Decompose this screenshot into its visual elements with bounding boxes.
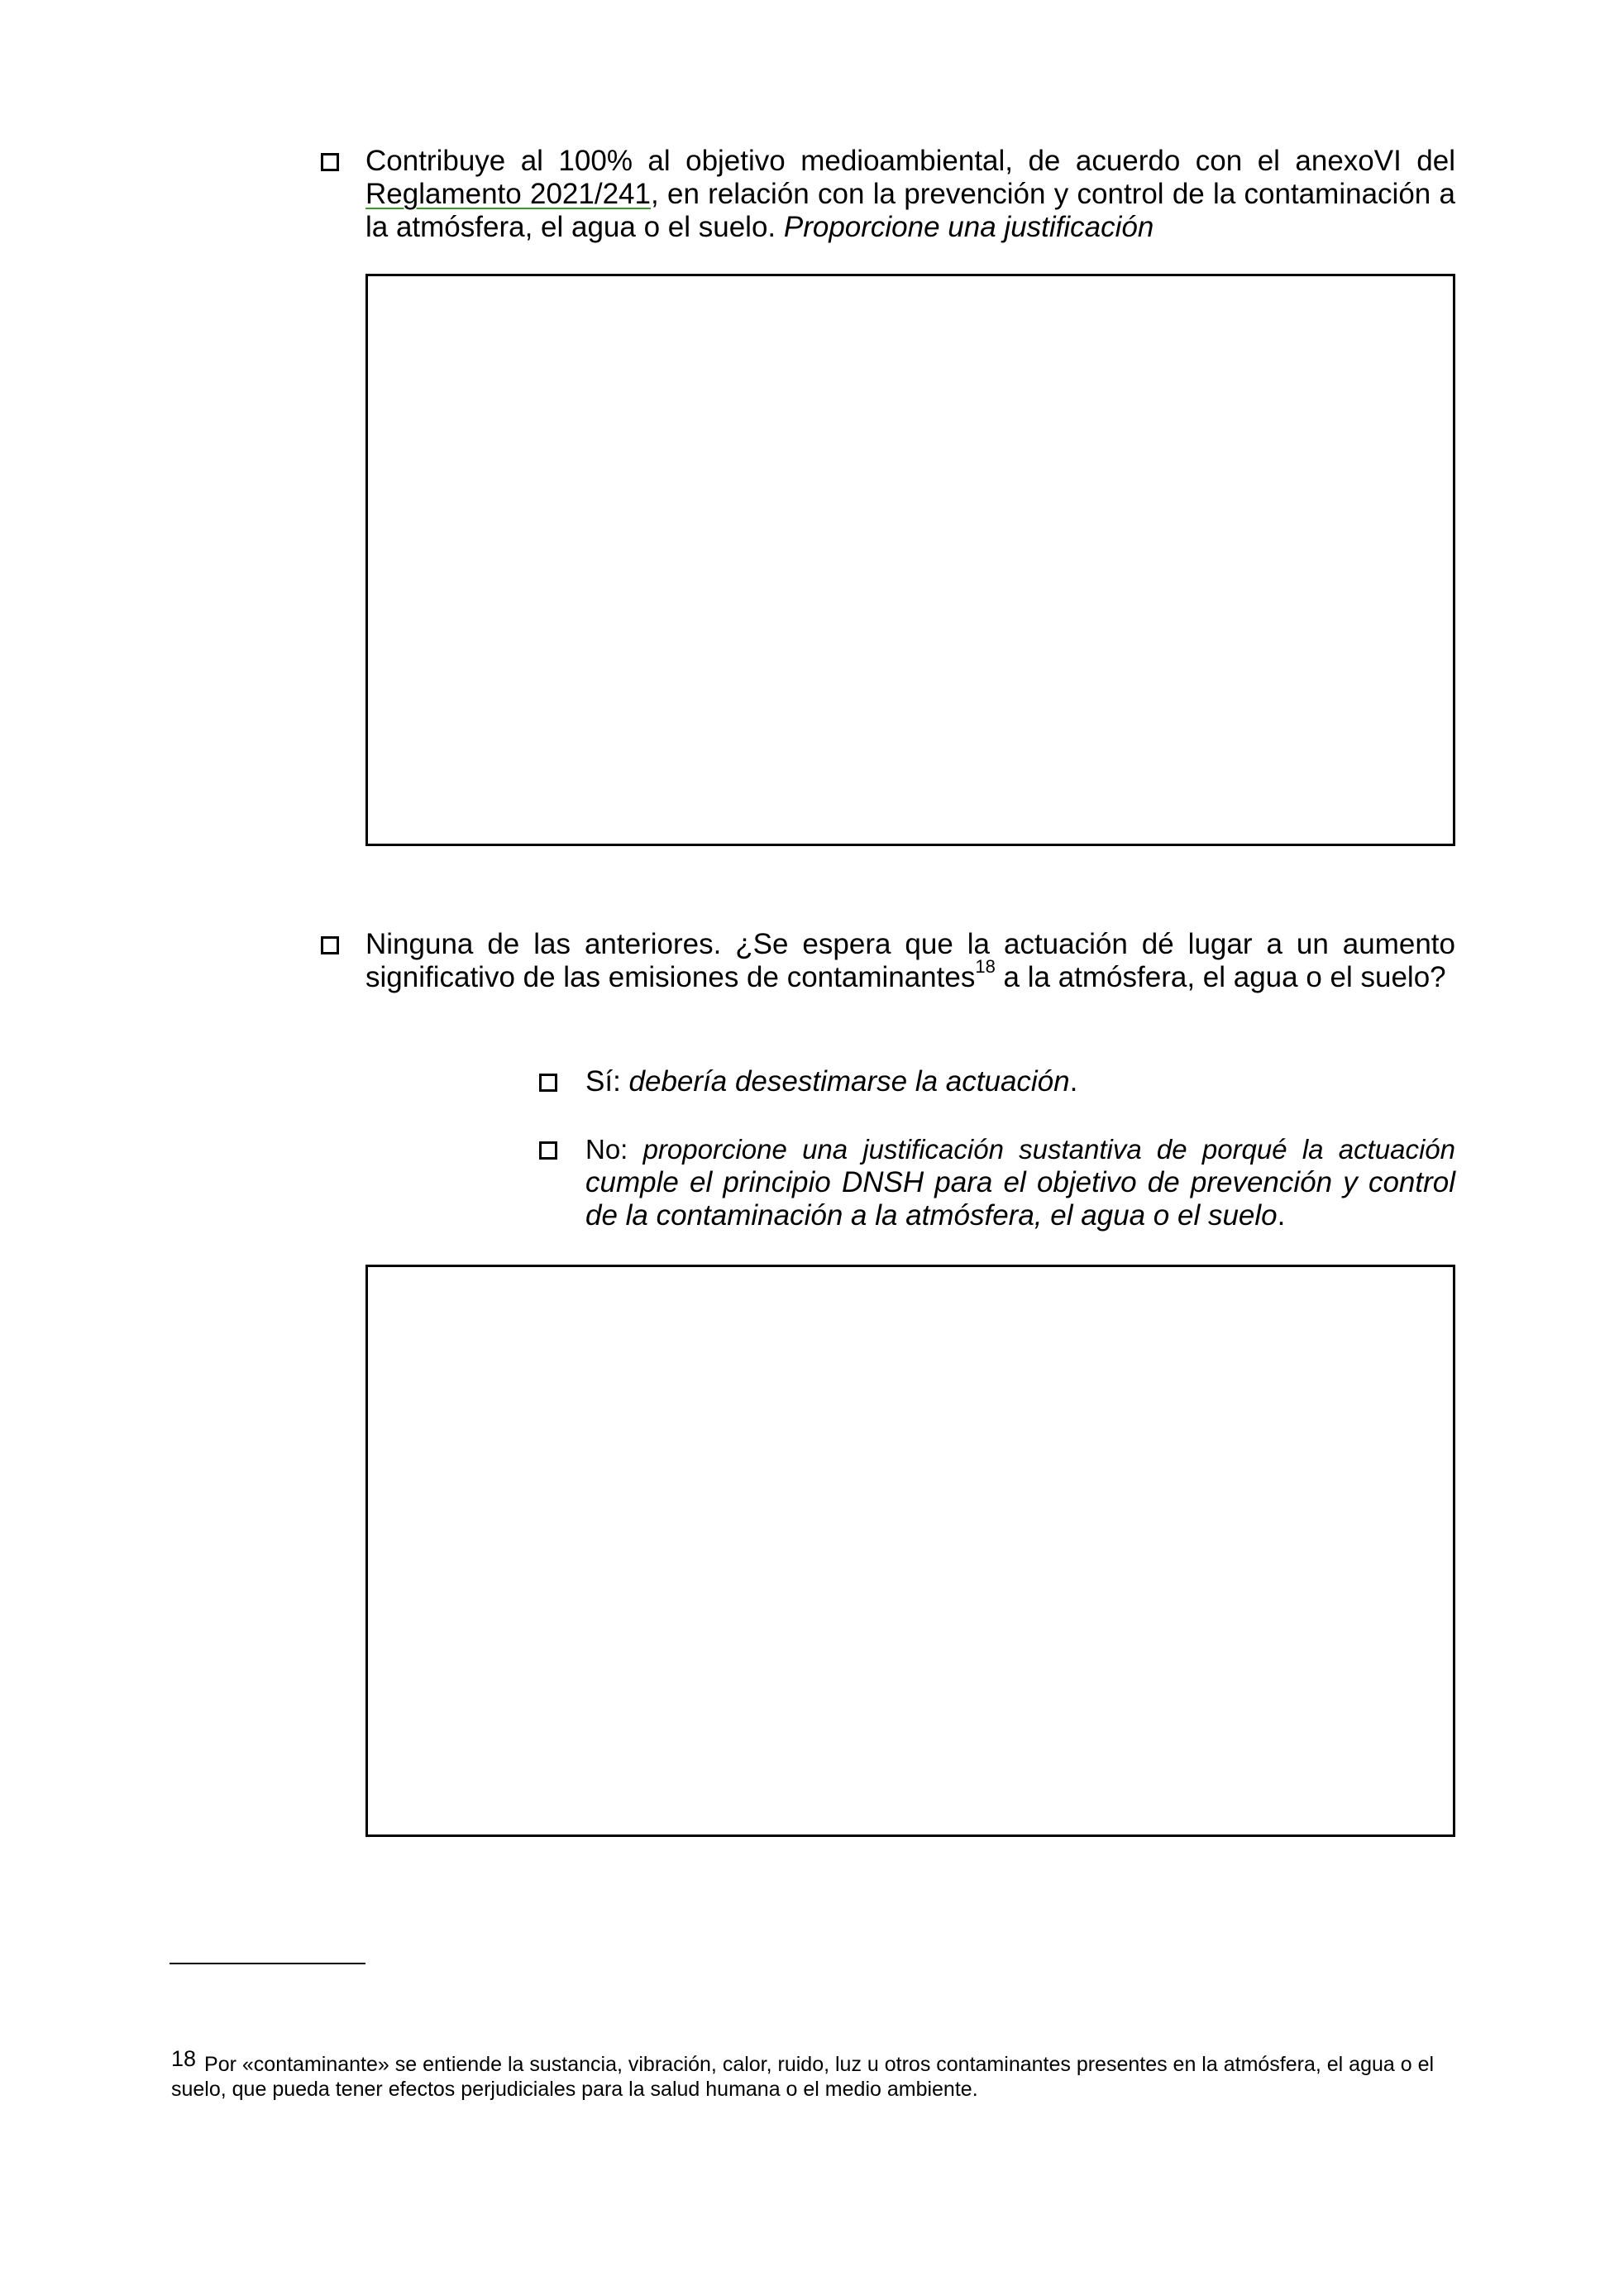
suboption-no-italic-first-line: proporcione una justificación sustantiva de porqué la actuación xyxy=(642,1134,1455,1165)
option-none-text-main: Ninguna de las anteriores. ¿Se espera que la actuación dé lugar a un aumento significativo de las emisiones de contaminantes xyxy=(365,928,1455,993)
footnote-number: 18 xyxy=(171,2046,197,2071)
option-none-of-above-text xyxy=(365,928,1455,994)
option-contributes-100-text-after: , en relación con la prevención y control de la contaminación a la atmósfera, el agua o el suelo. xyxy=(365,178,1455,243)
option-contributes-100-text-before: Contribuye al 100% al objetivo medioambiental, de acuerdo con el anexoVI del xyxy=(365,145,1455,177)
suboption-no-end: . xyxy=(1277,1199,1286,1232)
suboption-no-italic: cumple el principio DNSH para el objetivo de prevención y control de la contaminación a la atmósfera, el agua o el suelo xyxy=(585,1166,1455,1232)
footnote-reference-18[interactable]: 18 xyxy=(975,956,996,978)
checkbox-option-none-of-above[interactable] xyxy=(321,936,339,954)
footnote-separator xyxy=(170,1963,365,1964)
suboption-no-label: No: xyxy=(585,1134,643,1165)
footnote-18 xyxy=(171,2046,1457,2102)
checkbox-suboption-si[interactable] xyxy=(539,1074,557,1092)
option-contributes-100-italic: Proporcione una justificación xyxy=(783,211,1154,243)
suboption-no-text xyxy=(585,1133,1455,1232)
justification-textbox-1[interactable] xyxy=(365,274,1455,846)
option-contributes-100-text xyxy=(365,145,1455,244)
suboption-si-text xyxy=(585,1065,1455,1098)
checkbox-suboption-no[interactable] xyxy=(539,1141,557,1160)
footnote-text: Por «contaminante» se entiende la sustancia, vibración, calor, ruido, luz u otros contaminantes presentes en la atmósfera, el agua o el suelo, que pueda tener efectos perjudiciales para la salud humana o el medio ambiente. xyxy=(171,2053,1435,2101)
suboption-si-label: Sí: xyxy=(585,1065,629,1098)
suboption-si-end: . xyxy=(1069,1065,1078,1098)
option-none-text-after: a la atmósfera, el agua o el suelo? xyxy=(995,961,1446,993)
regulation-link[interactable]: Reglamento 2021/241 xyxy=(365,178,651,210)
justification-textbox-2[interactable] xyxy=(365,1265,1455,1837)
checkbox-option-contributes-100[interactable] xyxy=(321,153,339,171)
suboption-si-italic: debería desestimarse la actuación xyxy=(628,1065,1070,1098)
